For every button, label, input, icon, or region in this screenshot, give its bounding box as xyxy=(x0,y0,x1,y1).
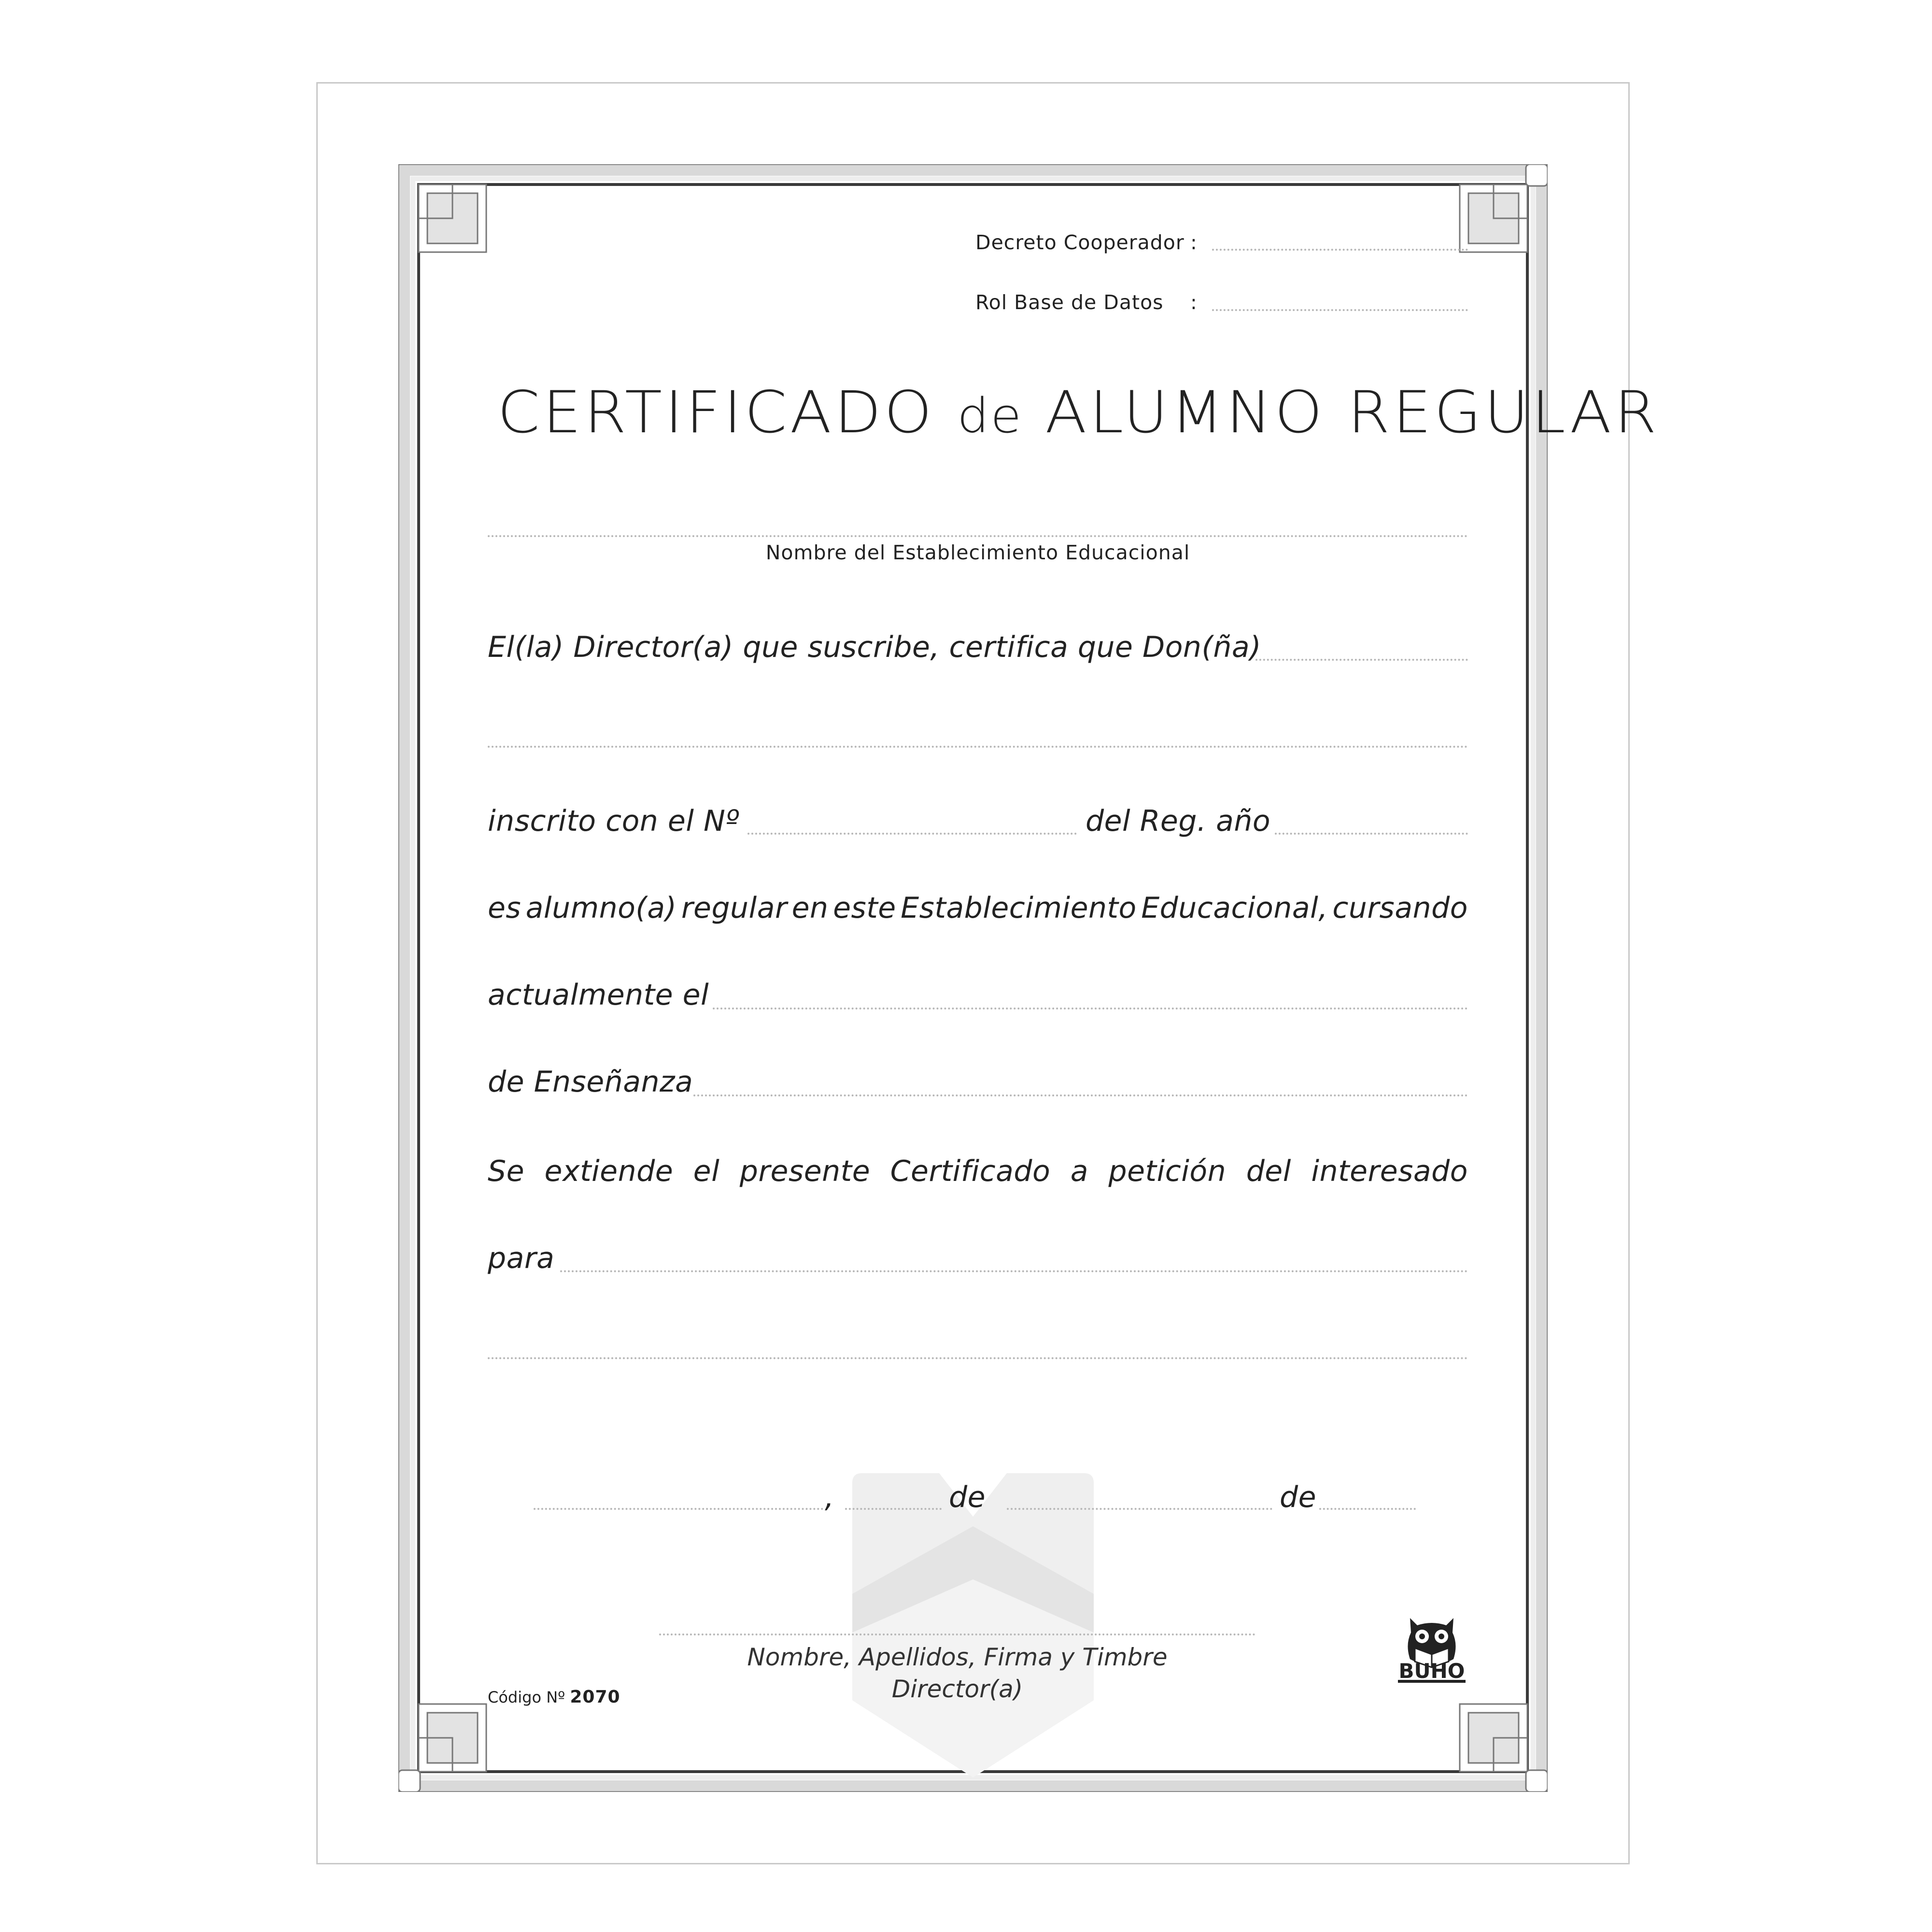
body-line-4 xyxy=(488,891,1468,925)
word: cursando xyxy=(1332,891,1468,925)
date-de-2: de xyxy=(1280,1480,1316,1514)
word: regular xyxy=(681,891,788,925)
date-place-field[interactable] xyxy=(534,1508,823,1510)
title-part1: CERTIFICADO xyxy=(497,378,935,446)
logo-text: BUHO xyxy=(1398,1659,1465,1683)
body-line-5: actualmente el xyxy=(488,978,709,1012)
word: presente xyxy=(739,1154,871,1188)
watermark-shield-icon xyxy=(852,1473,1094,1777)
buho-logo xyxy=(1391,1608,1473,1702)
word: es xyxy=(488,891,522,925)
owl-icon xyxy=(1391,1608,1473,1700)
decreto-label: Decreto Cooperador xyxy=(975,231,1185,254)
word: interesado xyxy=(1311,1154,1468,1188)
word: Certificado xyxy=(890,1154,1051,1188)
title-part2: de xyxy=(957,387,1023,444)
body-line-6: de Enseñanza xyxy=(488,1065,693,1099)
date-comma: , xyxy=(825,1480,834,1514)
registration-number-field[interactable] xyxy=(747,833,1077,835)
certificate-title xyxy=(497,379,1660,446)
word: petición xyxy=(1108,1154,1227,1188)
establishment-caption: Nombre del Establecimiento Educacional xyxy=(765,541,1190,564)
education-level-field[interactable] xyxy=(693,1094,1468,1096)
date-de-1: de xyxy=(949,1480,986,1514)
signature-caption-line-1: Nombre, Apellidos, Firma y Timbre xyxy=(747,1643,1168,1671)
code-label: Código Nº xyxy=(488,1688,565,1706)
body-line-3a: inscrito con el Nº xyxy=(488,804,740,838)
purpose-field[interactable] xyxy=(560,1270,1468,1272)
establishment-field[interactable] xyxy=(488,535,1468,537)
rol-colon: : xyxy=(1190,291,1198,314)
body-line-1: El(la) Director(a) que suscribe, certifica que Don(ña) xyxy=(488,630,1262,664)
rol-field[interactable] xyxy=(1212,309,1468,311)
body-line-3b: del Reg. año xyxy=(1086,804,1271,838)
registration-year-field[interactable] xyxy=(1275,833,1468,835)
rol-label: Rol Base de Datos xyxy=(975,291,1164,314)
student-name-field-2[interactable] xyxy=(488,746,1468,748)
word: a xyxy=(1070,1154,1088,1188)
signature-caption xyxy=(659,1641,1255,1705)
purpose-field-2[interactable] xyxy=(488,1357,1468,1359)
date-day-field[interactable] xyxy=(845,1508,942,1510)
date-month-field[interactable] xyxy=(1007,1508,1272,1510)
word: Se xyxy=(488,1154,524,1188)
decreto-colon: : xyxy=(1190,231,1198,254)
word: en xyxy=(791,891,829,925)
word: del xyxy=(1246,1154,1291,1188)
word: alumno(a) xyxy=(525,891,677,925)
code-number: 2070 xyxy=(570,1687,620,1707)
course-field[interactable] xyxy=(713,1008,1468,1009)
signature-field[interactable] xyxy=(659,1634,1255,1635)
word: Educacional, xyxy=(1141,891,1328,925)
certificate-code xyxy=(488,1687,620,1707)
word: Establecimiento xyxy=(901,891,1137,925)
student-name-field[interactable] xyxy=(1255,659,1468,661)
body-line-8: para xyxy=(488,1241,555,1275)
word: el xyxy=(693,1154,720,1188)
signature-caption-line-2: Director(a) xyxy=(891,1675,1023,1703)
body-line-7 xyxy=(488,1154,1468,1188)
decreto-field[interactable] xyxy=(1212,249,1468,251)
date-year-field[interactable] xyxy=(1319,1508,1416,1510)
title-part3: ALUMNO REGULAR xyxy=(1045,378,1660,446)
word: este xyxy=(833,891,896,925)
word: extiende xyxy=(544,1154,674,1188)
